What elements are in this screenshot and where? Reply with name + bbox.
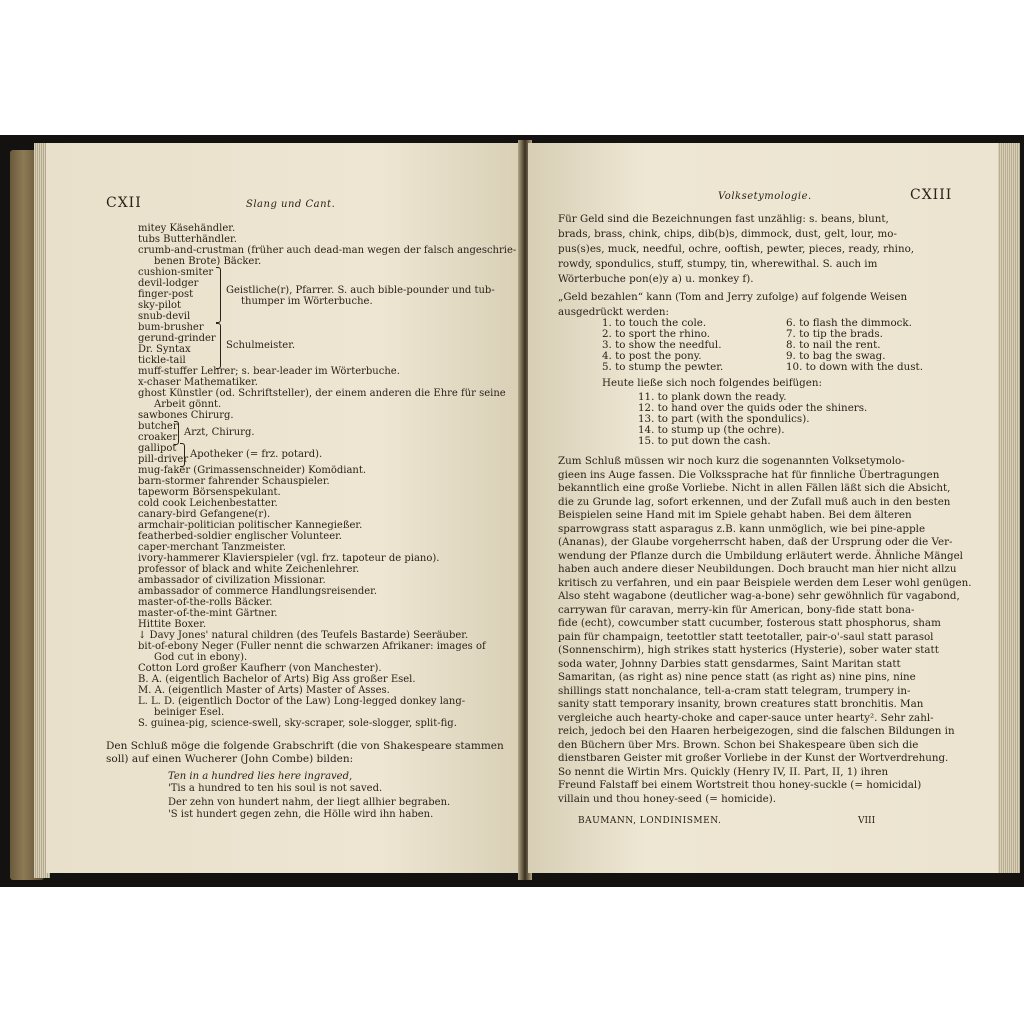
folk-etymology-line: So nennt die Wirtin Mrs. Quickly (Henry IV, II. Part, II, 1) ihren [558, 765, 889, 778]
payment-item: 7. to tip the brads. [786, 328, 883, 340]
left-entry-line: tickle-tail [138, 355, 186, 366]
bracket-label-clergy-2: thumper im Wörterbuche. [241, 296, 373, 307]
left-page [46, 143, 524, 873]
left-page-number: CXII [106, 195, 142, 211]
left-entry-line: master-of-the-mint Gärtner. [138, 608, 278, 619]
bracket-label-pharmacist: Apotheker (= frz. potard). [190, 449, 323, 460]
folk-etymology-line: Samaritan, (as right as) nine pence statt (as right as) nine pins, nine [558, 671, 916, 683]
payment-item: 3. to show the needful. [602, 339, 722, 351]
folk-etymology-line: Zum Schluß müssen wir noch kurz die sogenannten Volksetymolo- [558, 455, 905, 467]
folk-etymology-line: reich, jedoch bei den Haaren herbeigezogen, sind die falschen Bildungen in [558, 725, 955, 737]
left-entry-line: sky-pilot [138, 300, 182, 311]
left-entry-line: L. L. D. (eigentlich Doctor of the Law) Long-legged donkey lang- [138, 696, 466, 707]
left-entry-line: mitey Käsehändler. [138, 223, 236, 234]
folk-etymology-line: sparrowgrass statt asparagus z.B. kann unmöglich, wie bei pine-apple [558, 522, 926, 535]
payment-item: 9. to bag the swag. [786, 350, 886, 362]
left-entry-line: featherbed-soldier englischer Volunteer. [138, 531, 342, 542]
payment-intro-line: „Geld bezahlen“ kann (Tom and Jerry zufolge) auf folgende Weisen [558, 291, 908, 303]
payment-item: 1. to touch the cole. [602, 317, 707, 329]
money-paragraph-line: pus(s)es, muck, needful, ochre, ooftish, pewter, pieces, ready, rhino, [558, 243, 915, 255]
folk-etymology-line: kritisch zu verfahren, und ein paar Beispiele werden dem Leser wohl genügen. [558, 576, 972, 589]
left-entry-line: Hittite Boxer. [138, 619, 207, 630]
folk-etymology-line: soda water, Johnny Darbies statt gensdarmes, Saint Maritan statt [558, 657, 901, 670]
payment-item: 11. to plank down the ready. [638, 391, 787, 403]
left-entry-line: ↓ Davy Jones' natural children (des Teufels Bastarde) Seeräuber. [138, 630, 469, 641]
closing-paragraph-2: soll) auf einen Wucherer (John Combe) bilden: [106, 753, 354, 765]
payment-item: 10. to down with the dust. [786, 361, 923, 373]
bracket-label-doctor: Arzt, Chirurg. [184, 427, 255, 438]
payment-item: 12. to hand over the quids oder the shiners. [638, 402, 868, 414]
right-running-head: Volksetymologie. [718, 191, 812, 202]
left-entry-line: croaker [138, 432, 178, 443]
payment-item: 5. to stump the pewter. [602, 361, 724, 373]
right-page [528, 143, 998, 873]
left-entry-line: ivory-hammerer Klavierspieler (vgl. frz. tapoteur de piano). [138, 553, 440, 564]
folk-etymology-line: dienstbaren Geister mit großer Vorliebe in der Kunst der Wortverdrehung. [558, 752, 949, 764]
left-entry-line: muff-stuffer Lehrer; s. bear-leader im Wörterbuche. [138, 366, 400, 377]
additions-intro: Heute ließe sich noch folgendes beifügen: [602, 377, 822, 389]
folk-etymology-line: sanity statt temporary insanity, brown creatures statt bronchitis. Man [558, 698, 924, 710]
epitaph-line-1: Ten in a hundred lies here ingraved, [168, 771, 353, 782]
left-entry-line: S. guinea-pig, science-swell, sky-scraper, sole-slogger, split-fig. [138, 718, 457, 729]
left-entry-line: finger-post [138, 289, 194, 300]
right-page-number: CXIII [910, 187, 953, 203]
money-paragraph-line: rowdy, spondulics, stuff, stumpy, tin, wherewithal. S. auch im [558, 258, 878, 270]
left-entry-line: tapeworm Börsenspekulant. [138, 487, 281, 498]
folk-etymology-line: (Sonnenschirm), high strikes statt hysterics (Hysterie), sober water statt [558, 644, 939, 656]
left-entry-line: Dr. Syntax [138, 344, 191, 355]
folk-etymology-line: Freund Falstaff bei einem Wortstreit thou honey-suckle (= homicidal) [558, 779, 922, 791]
folk-etymology-line: vergleiche auch hearty-choke and caper-sauce unter hearty². Sehr zahl- [558, 711, 934, 724]
left-entry-line: gerund-grinder [138, 333, 216, 344]
epitaph-line-4: 'S ist hundert gegen zehn, die Hölle wird ihn haben. [168, 809, 434, 820]
footer-sheet-number: VIII [858, 816, 876, 826]
left-running-head: Slang und Cant. [246, 199, 336, 210]
left-entry-line: crumb-and-crustman (früher auch dead-man wegen der falsch angeschrie- [138, 245, 517, 256]
money-paragraph-line: Wörterbuche pon(e)y a) u. monkey f). [558, 273, 754, 285]
folk-etymology-line: villain und thou honey-seed (= homicide). [558, 792, 777, 805]
payment-item: 8. to nail the rent. [786, 339, 881, 351]
left-entry-line: ghost Künstler (od. Schriftsteller), der einem anderen die Ehre für seine [138, 388, 506, 399]
left-entry-line: tubs Butterhändler. [138, 234, 237, 245]
folk-etymology-line: wendung der Pflanze durch die Umbildung erläutert werde. Ähnliche Mängel [558, 549, 963, 562]
left-entry-line: beiniger Esel. [154, 707, 225, 718]
folk-etymology-line: fide (echt), cowcumber statt cucumber, fosterous statt phosphorus, sham [558, 617, 941, 629]
folk-etymology-line: bekanntlich eine große Vorliebe. Nicht in allen Fällen läßt sich die Absicht, [558, 482, 951, 494]
folk-etymology-line: die zu Grunde lag, sofort erkennen, und der Zufall muß auch in den besten [558, 495, 951, 508]
epitaph-line-3: Der zehn von hundert nahm, der liegt allhier begraben. [168, 797, 451, 808]
bracket-teacher [216, 323, 221, 369]
left-entry-line: butcher [138, 421, 178, 432]
left-entry-line: mug-faker (Grimassenschneider) Komödiant. [138, 465, 367, 476]
payment-item: 2. to sport the rhino. [602, 328, 711, 340]
money-paragraph-line: Für Geld sind die Bezeichnungen fast unzählig: s. beans, blunt, [558, 213, 889, 225]
payment-item: 14. to stump up (the ochre). [638, 424, 785, 436]
money-paragraph-line: brads, brass, chink, chips, dib(b)s, dimmock, dust, gelt, lour, mo- [558, 228, 897, 240]
folk-etymology-line: Beispielen seine Hand mit im Spiele gehabt haben. Bei dem älteren [558, 509, 912, 521]
left-entry-line: Cotton Lord großer Kaufherr (von Manchester). [138, 663, 382, 674]
bracket-doctor [174, 421, 179, 445]
left-entry-line: devil-lodger [138, 278, 199, 289]
folk-etymology-line: shillings statt nonchalance, tell-a-cram statt telegram, trumpery in- [558, 684, 911, 697]
left-entry-line: bit-of-ebony Neger (Fuller nennt die schwarzen Afrikaner: images of [138, 641, 486, 652]
left-entry-line: God cut in ebony). [154, 652, 248, 663]
left-entry-line: armchair-politician politischer Kannegießer. [138, 520, 363, 531]
right-page-edges [996, 143, 1020, 873]
left-entry-line: B. A. (eigentlich Bachelor of Arts) Big Ass großer Esel. [138, 674, 416, 685]
payment-item: 13. to part (with the spondulics). [638, 413, 810, 425]
left-entry-line: bum-brusher [138, 322, 204, 333]
left-entry-line: sawbones Chirurg. [138, 410, 234, 421]
left-entry-line: canary-bird Gefangene(r). [138, 509, 271, 520]
folk-etymology-line: haben auch andere dieser Neubildungen. Doch braucht man hier nicht allzu [558, 563, 957, 575]
left-entry-line: pill-driver [138, 454, 189, 465]
folk-etymology-line: carrywan für caravan, merry-kin für American, bony-fide statt bona- [558, 603, 915, 616]
left-entry-line: ambassador of civilization Missionar. [138, 575, 326, 586]
bracket-label-clergy: Geistliche(r), Pfarrer. S. auch bible-pounder und tub- [226, 285, 495, 296]
left-entry-line: snub-devil [138, 311, 191, 322]
folk-etymology-line: den Büchern über Mrs. Brown. Schon bei Shakespeare üben sich die [558, 738, 919, 751]
closing-paragraph-1: Den Schluß möge die folgende Grabschrift (die von Shakespeare stammen [106, 740, 504, 752]
left-entry-line: caper-merchant Tanzmeister. [138, 542, 286, 553]
left-entry-line: master-of-the-rolls Bäcker. [138, 597, 273, 608]
left-entry-line: professor of black and white Zeichenlehrer. [138, 564, 360, 575]
payment-item: 4. to post the pony. [602, 350, 702, 362]
left-entry-line: cushion-smiter [138, 267, 214, 278]
payment-item: 15. to put down the cash. [638, 435, 771, 447]
payment-intro-line: ausgedrückt werden: [558, 306, 669, 318]
left-entry-line: benen Brote) Bäcker. [154, 256, 262, 267]
folk-etymology-line: (Ananas), der Glaube vorgeherrscht haben, daß der Ursprung oder die Ver- [558, 536, 953, 548]
left-entry-line: barn-stormer fahrender Schauspieler. [138, 476, 330, 487]
payment-item: 6. to flash the dimmock. [786, 317, 912, 329]
footer-signature: BAUMANN, LONDINISMEN. [578, 816, 722, 826]
left-entry-line: ambassador of commerce Handlungsreisender. [138, 586, 377, 597]
left-entry-line: cold cook Leichenbestatter. [138, 498, 278, 509]
bracket-pharmacist [180, 443, 185, 467]
left-entry-line: Arbeit gönnt. [154, 399, 222, 410]
left-entry-line: M. A. (eigentlich Master of Arts) Master of Asses. [138, 685, 390, 696]
folk-etymology-line: gieen ins Auge fassen. Die Volkssprache hat für finnliche Übertragungen [558, 468, 940, 481]
epitaph-line-2: 'Tis a hundred to ten his soul is not saved. [168, 783, 383, 794]
folk-etymology-line: Also steht wagabone (deutlicher wag-a-bone) sehr gewöhnlich für vagabond, [558, 590, 960, 602]
folk-etymology-line: pain für champaign, teetottler statt teetotaller, pair-o'-saul statt parasol [558, 630, 934, 643]
bracket-clergy [216, 267, 221, 323]
left-entry-line: x-chaser Mathematiker. [138, 377, 258, 388]
bracket-label-teacher: Schulmeister. [226, 340, 296, 351]
left-entry-line: gallipot [138, 443, 177, 454]
